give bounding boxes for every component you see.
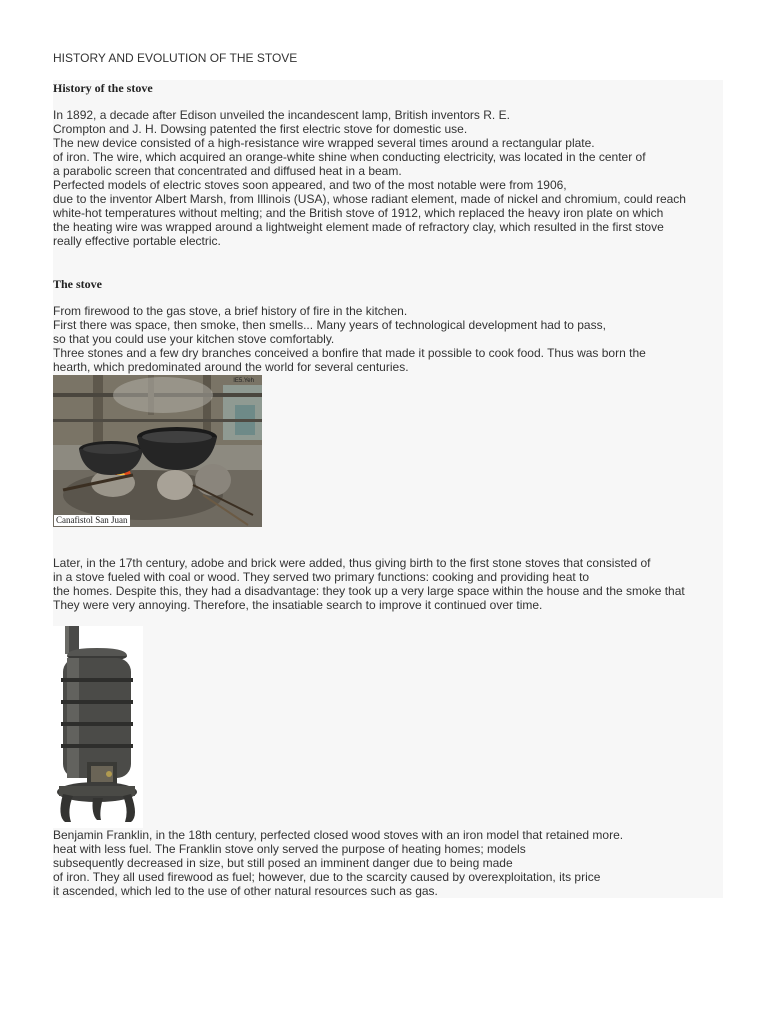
paragraph-franklin: Benjamin Franklin, in the 18th century, perfected closed wood stoves with an iron model that retained more. heat with less fuel. The Franklin stove only served the purpose of heating homes; models subsequently decreased in size, but still posed an imminent danger due to being made of iron. They all used firewood as fuel; however, due to the scarcity caused by overexploitation, its price it ascended, which led to the use of other natural resources such as gas.	[53, 828, 624, 898]
paragraph-history: In 1892, a decade after Edison unveiled the incandescent lamp, British inventors R. E. Crompton and J. H. Dowsing patented the first electric stove for domestic use. The new device consisted of a high-resistance wire wrapped several times around a rectangular plate. of iron. The wire, which acquired an orange-white shine when conducting electricity, was located in the center of a parabolic screen that concentrated and diffused heat in a beam. Perfected models of electric stoves soon appeared, and two of the most notable were from 1906, due to the inventor Albert Marsh, from Illinois (USA), whose radiant element, made of nickel and chromium, could reach white-hot temperatures without melting; and the British stove of 1912, which replaced the heavy iron plate on which the heating wire was wrapped around a lightweight element made of refractory clay, which resulted in the first stove really effective portable electric.	[53, 108, 686, 248]
photo-watermark: IE5.Yeh	[233, 378, 254, 384]
section-heading-stove: The stove	[53, 277, 102, 291]
iron-stove-illustration	[53, 626, 143, 828]
paragraph-stove: From firewood to the gas stove, a brief history of fire in the kitchen. First there was space, then smoke, then smells... Many years of technological development had to pass, so that you could use your kitchen stove comfortably. Three stones and a few dry branches conceived a bonfire that made it possible to cook food. Thus was born the hearth, which predominated around the world for several centuries.	[53, 304, 646, 374]
paragraph-17th-century: Later, in the 17th century, adobe and brick were added, thus giving birth to the first stone stoves that consisted of in a stove fueled with coal or wood. They served two primary functions: cooking and providing heat to the homes. Despite this, they had a disadvantage: they took up a very large space within the house and the smoke that They were very annoying. Therefore, the insatiable search to improve it continued over time.	[53, 556, 685, 612]
document-title: HISTORY AND EVOLUTION OF THE STOVE	[53, 51, 298, 65]
photo-caption: Canafistol San Juan	[56, 515, 128, 525]
cooking-pots-photo	[53, 375, 262, 527]
iron-stove-photo	[53, 626, 143, 828]
section-heading-history: History of the stove	[53, 81, 153, 95]
cooking-pots-illustration	[53, 375, 262, 527]
